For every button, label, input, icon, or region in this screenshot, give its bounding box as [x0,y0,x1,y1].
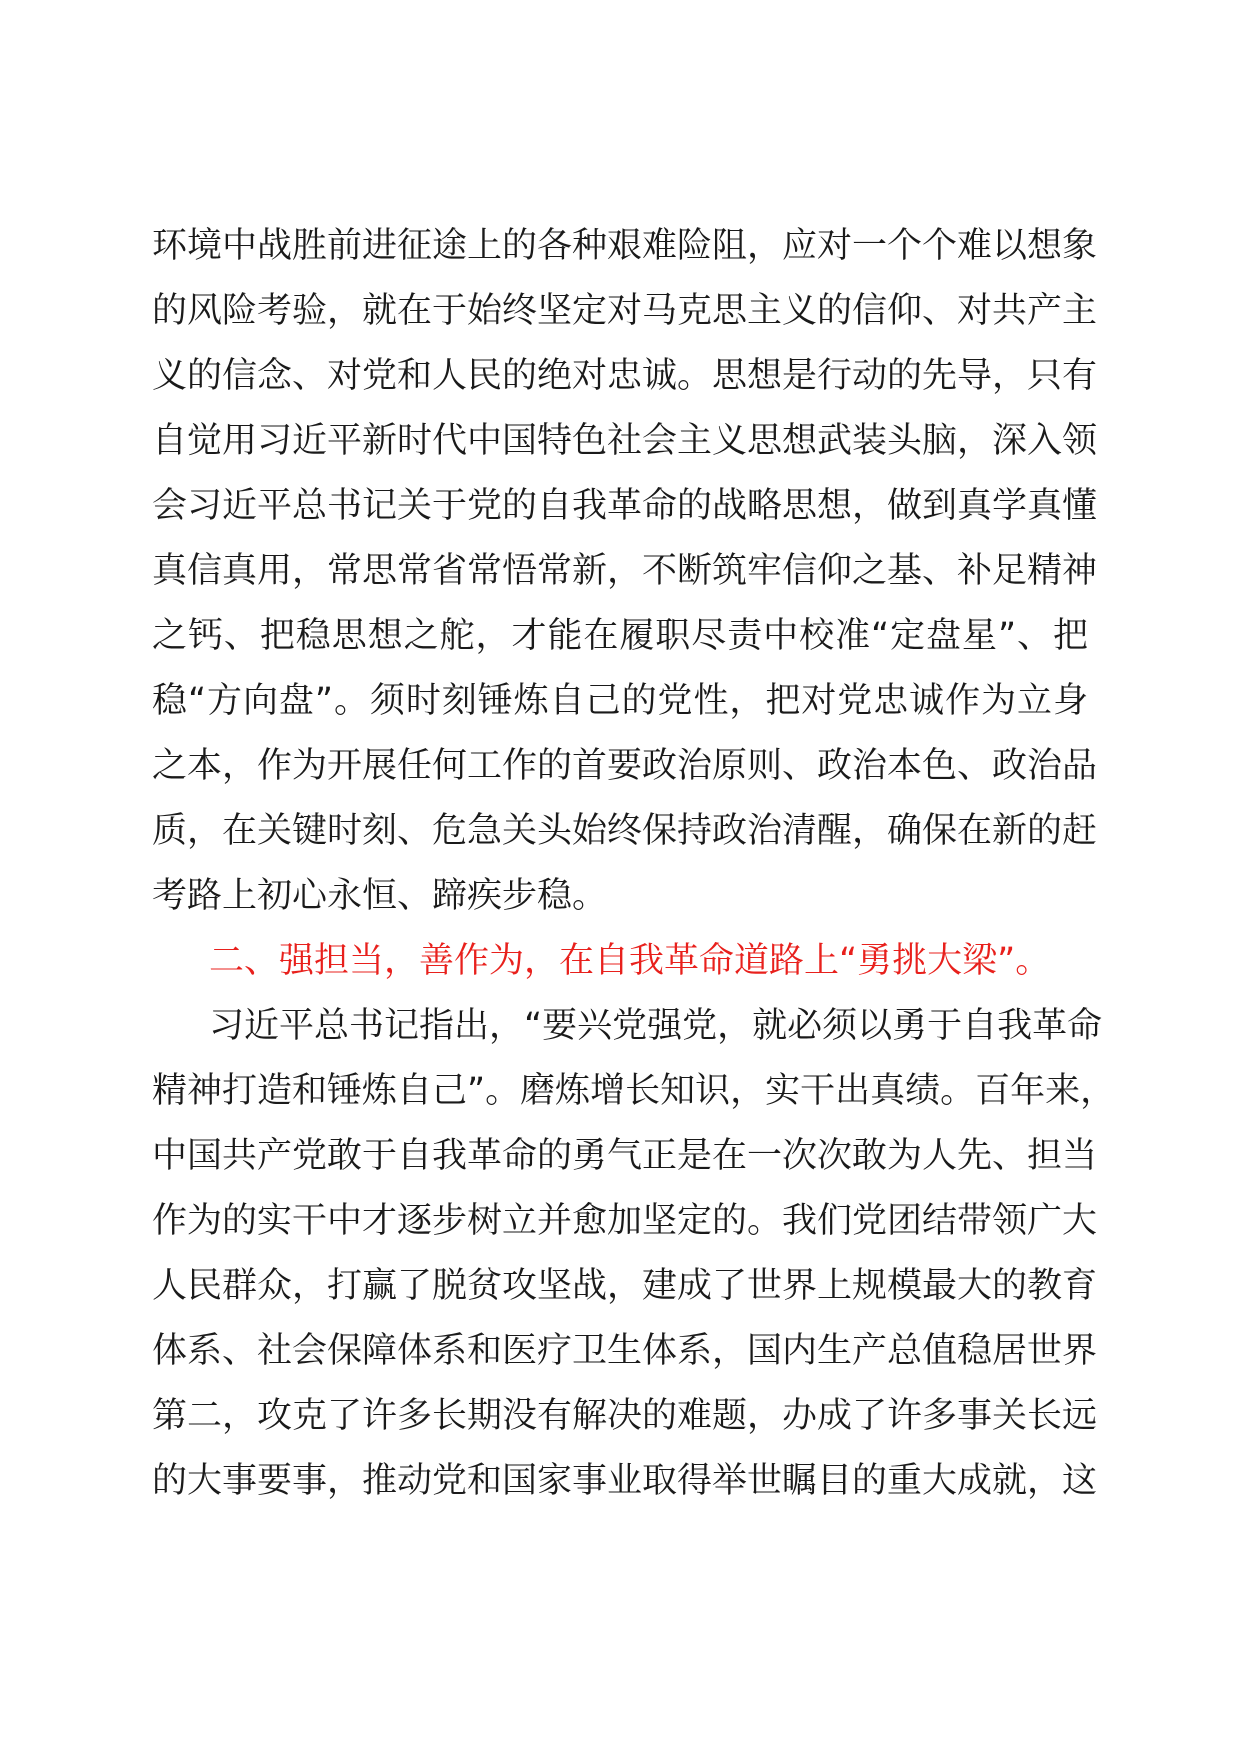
text-line: 稳“方向盘”。须时刻锤炼自己的党性，把对党忠诚作为立身 [152,681,1088,721]
text-line: 真信真用，常思常省常悟常新，不断筑牢信仰之基、补足精神 [152,551,1098,591]
paragraph-continuation [152,214,1098,929]
document-body [152,214,1116,1514]
paragraph-section-two [152,994,1116,1514]
text-line: 自觉用习近平新时代中国特色社会主义思想武装头脑，深入领 [152,421,1098,461]
text-line: 体系、社会保障体系和医疗卫生体系，国内生产总值稳居世界 [152,1331,1098,1371]
text-line: 精神打造和锤炼自己”。磨炼增长知识，实干出真绩。百年来， [152,1071,1116,1111]
text-line: 人民群众，打赢了脱贫攻坚战，建成了世界上规模最大的教育 [152,1266,1098,1306]
text-line: 中国共产党敢于自我革命的勇气正是在一次次敢为人先、担当 [152,1136,1098,1176]
text-line: 之本，作为开展任何工作的首要政治原则、政治本色、政治品 [152,746,1098,786]
text-line: 作为的实干中才逐步树立并愈加坚定的。我们党团结带领广大 [152,1201,1098,1241]
text-line: 之钙、把稳思想之舵，才能在履职尽责中校准“定盘星”、把 [152,616,1088,656]
text-line: 的风险考验，就在于始终坚定对马克思主义的信仰、对共产主 [152,291,1098,331]
text-line: 环境中战胜前进征途上的各种艰难险阻，应对一个个难以想象 [152,226,1098,266]
text-line: 质，在关键时刻、危急关头始终保持政治清醒，确保在新的赶 [152,811,1098,851]
text-line: 第二，攻克了许多长期没有解决的难题，办成了许多事关长远 [152,1396,1098,1436]
text-line: 会习近平总书记关于党的自我革命的战略思想，做到真学真懂 [152,486,1098,526]
text-line: 习近平总书记指出，“要兴党强党，就必须以勇于自我革命 [209,1006,1103,1046]
text-line: 义的信念、对党和人民的绝对忠诚。思想是行动的先导，只有 [152,356,1098,396]
text-line: 考路上初心永恒、蹄疾步稳。 [152,876,608,916]
text-line: 的大事要事，推动党和国家事业取得举世瞩目的重大成就，这 [152,1461,1098,1501]
section-heading: 二、强担当，善作为，在自我革命道路上“勇挑大梁”。 [209,941,1051,981]
